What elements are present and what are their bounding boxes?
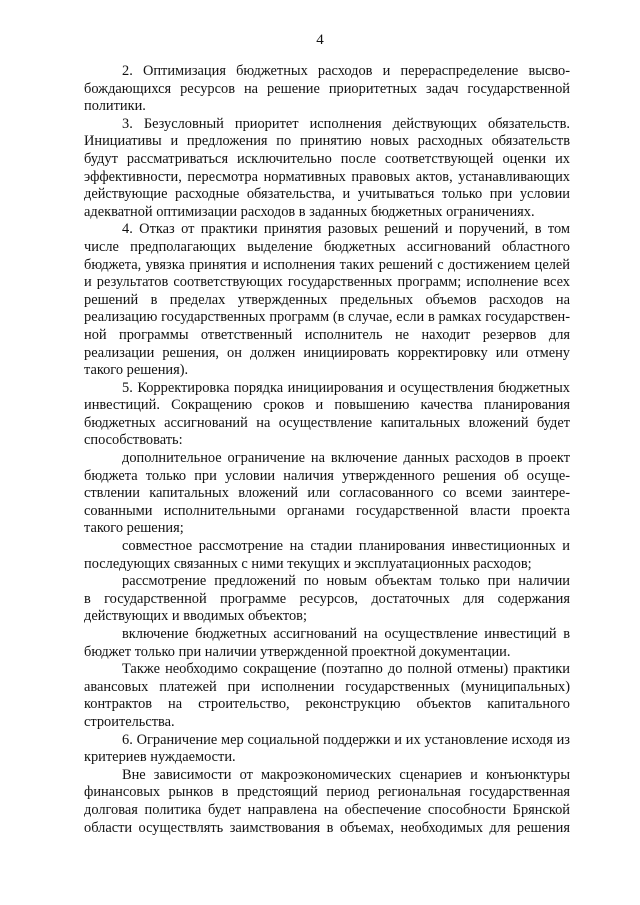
text-line: области осуществлять заимствования в объемах, необходимых для решения [84, 819, 570, 836]
text-line: ной программы ответственный исполнитель не находит резервов для [84, 326, 570, 343]
text-line: 3. Безусловный приоритет исполнения действующих обязательств. [122, 115, 570, 132]
text-line: строительства. [84, 713, 175, 730]
text-line: бюджета только при условии наличия утвержденного решения об осуще- [84, 467, 570, 484]
text-line: политики. [84, 98, 146, 115]
text-line: в государственной программе ресурсов, достаточных для содержания [84, 590, 570, 607]
page-number: 4 [316, 32, 324, 48]
text-line: бюджет только при наличии утвержденной проектной документации. [84, 643, 511, 660]
text-line: бождающихся ресурсов на решение приоритетных задач государственной [84, 80, 570, 97]
text-line: долговая политика будет направлена на обеспечение способности Брянской [84, 801, 570, 818]
text-line: включение бюджетных ассигнований на осуществление инвестиций в [122, 626, 570, 642]
text-line: такого решения; [84, 520, 184, 537]
text-line: числе предполагающих выделение бюджетных ассигнований областного [84, 238, 570, 255]
text-line: 4. Отказ от практики принятия разовых решений и поручений, в том [122, 221, 570, 238]
text-line: ствлении капитальных вложений или согласованного со всеми заинтере- [84, 485, 570, 502]
text-line: такого решения). [84, 362, 189, 379]
text-line: 5. Корректировка порядка инициирования и осуществления бюджетных [122, 379, 570, 396]
text-line: реализации решения, он должен инициировать корректировку или отмену [84, 344, 570, 361]
text-line: и результатов соответствующих государственных программ; исполнение всех [84, 274, 570, 291]
text-line: инвестиций. Сокращению сроков и повышению качества планирования [84, 397, 570, 414]
text-line: реализацию государственных программ (в случае, если в рамках государствен- [84, 309, 570, 326]
text-line: контрактов на строительство, реконструкцию объектов капитального [84, 696, 570, 713]
text-line: авансовых платежей при исполнении государственных (муниципальных) [84, 678, 570, 695]
text-line: бюджета, увязка принятия и исполнения таких решений с достижением целей [84, 256, 570, 273]
text-line: 6. Ограничение мер социальной поддержки и их установление исходя из [122, 731, 570, 748]
text-line: критериев нуждаемости. [84, 749, 236, 766]
text-line: сованными исполнительными органами государственной власти проекта [84, 502, 570, 519]
text-line: последующих связанных с ними текущих и эксплуатационных расходов; [84, 555, 532, 572]
text-line: адекватной оптимизации расходов в заданных бюджетных ограничениях. [84, 203, 535, 220]
text-line: бюджетных ассигнований на осуществление капитальных вложений будет [84, 414, 570, 431]
text-line: действующих и вводимых объектов; [84, 608, 307, 625]
text-line: рассмотрение предложений по новым объектам только при наличии [122, 573, 570, 590]
document-body [84, 63, 570, 837]
text-line: будут рассматриваться исключительно после соответствующей оценки их [84, 150, 570, 167]
text-line: совместное рассмотрение на стадии планирования инвестиционных и [122, 538, 570, 555]
text-line: эффективности, пересмотра нормативных правовых актов, устанавливающих [84, 168, 570, 185]
text-line: Также необходимо сокращение (поэтапно до полной отмены) практики [122, 661, 570, 678]
text-line: решений в пределах утвержденных предельных объемов расходов на [84, 291, 570, 308]
text-line: 2. Оптимизация бюджетных расходов и перераспределение высво- [122, 63, 570, 79]
text-line: Инициативы и предложения по принятию новых расходных обязательств [84, 133, 570, 150]
text-line: способствовать: [84, 432, 183, 449]
text-line: Вне зависимости от макроэкономических сценариев и конъюнктуры [122, 766, 570, 783]
text-line: финансовых рынков в предстоящий период региональная государственная [84, 784, 570, 801]
text-line: дополнительное ограничение на включение данных расходов в проект [122, 450, 570, 467]
text-line: действующие расходные обязательства, и учитываться только при условии [84, 186, 570, 203]
